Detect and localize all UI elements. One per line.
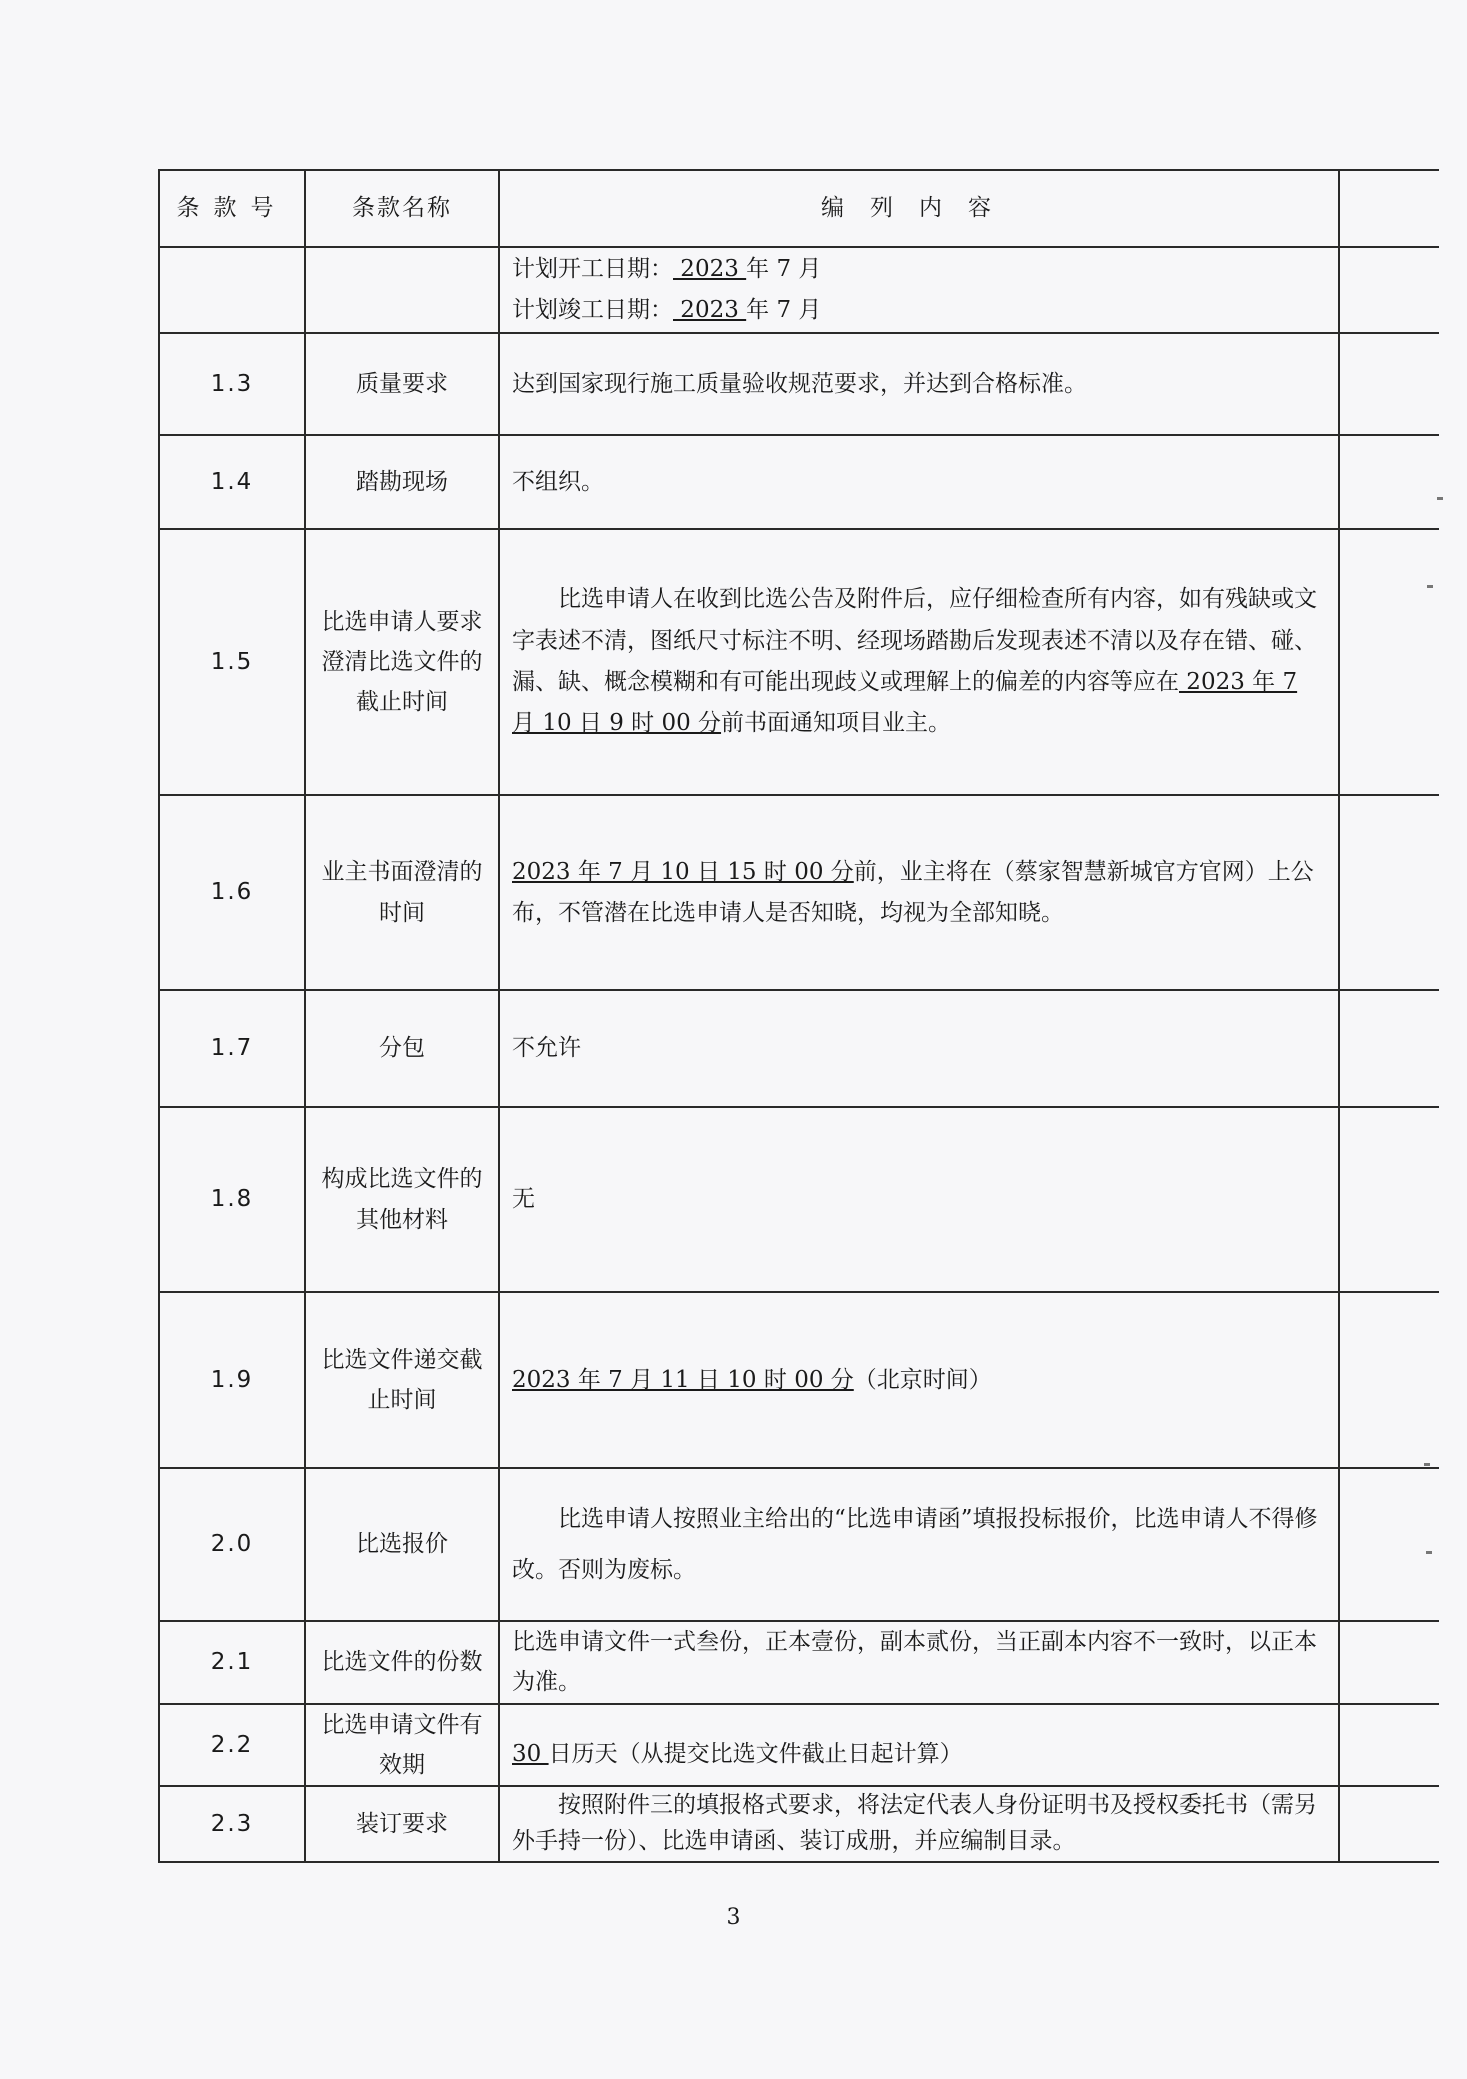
planned-end-year: 2023 <box>673 297 747 323</box>
clause-no <box>159 247 305 333</box>
scan-speck <box>1437 497 1443 500</box>
planned-start-month: 年 7 月 <box>746 255 822 282</box>
table-row <box>159 990 1439 1107</box>
table-row <box>159 1786 1439 1862</box>
clause-name: 比选文件递交截止时间 <box>305 1292 499 1468</box>
clause-no: 1.7 <box>159 990 305 1107</box>
clause-no: 2.2 <box>159 1704 305 1787</box>
clause-content <box>499 247 1339 333</box>
clause-text-end: 前书面通知项目业主。 <box>721 710 952 737</box>
table-row <box>159 1621 1439 1704</box>
clause-name: 踏勘现场 <box>305 435 499 529</box>
clause-text: （北京时间） <box>853 1366 992 1393</box>
table-header-row <box>159 170 1439 247</box>
table-row <box>159 529 1439 795</box>
table-row <box>159 333 1439 435</box>
clause-no: 1.8 <box>159 1107 305 1292</box>
planned-start-year: 2023 <box>673 255 747 282</box>
deadline-value: 2023 年 7 月 11 日 10 时 00 分 <box>512 1366 854 1393</box>
table-row <box>159 795 1439 990</box>
validity-days: 30 <box>512 1740 549 1767</box>
clause-name: 业主书面澄清的时间 <box>305 795 499 990</box>
clause-content <box>499 529 1339 795</box>
clause-content <box>499 1292 1339 1468</box>
planned-end-month: 年 7 月 <box>746 297 822 323</box>
planned-end-line <box>512 290 1326 331</box>
table-row <box>159 247 1439 333</box>
clause-content: 不允许 <box>499 990 1339 1107</box>
header-clause-name: 条款名称 <box>305 170 499 247</box>
planned-start-label: 计划开工日期： <box>512 255 673 282</box>
header-content: 编列内容 <box>499 170 1339 247</box>
header-extra-cell <box>1339 170 1439 247</box>
clause-no: 2.3 <box>159 1786 305 1862</box>
clause-no: 2.1 <box>159 1621 305 1704</box>
clause-text: 前，业主将在（蔡家智慧新城官方官网）上公布，不管潜在比选申请人是否知晓，均视为全部知晓。 <box>512 859 1314 926</box>
clause-no: 1.5 <box>159 529 305 795</box>
clause-content: 比选申请文件一式叁份，正本壹份，副本贰份，当正副本内容不一致时，以正本为准。 <box>499 1621 1339 1704</box>
clause-name: 装订要求 <box>305 1786 499 1862</box>
clause-name: 比选申请人要求澄清比选文件的截止时间 <box>305 529 499 795</box>
deadline-value: 2023 年 7 月 10 日 9 时 00 分 <box>512 669 1298 737</box>
page-number: 3 <box>726 1905 741 1930</box>
clause-name: 分包 <box>305 990 499 1107</box>
clause-content <box>499 795 1339 990</box>
table-row <box>159 1704 1439 1787</box>
clause-no: 2.0 <box>159 1468 305 1621</box>
planned-end-label: 计划竣工日期： <box>512 297 673 323</box>
clause-name: 比选报价 <box>305 1468 499 1621</box>
clause-content <box>499 1468 1339 1621</box>
table-row <box>159 1107 1439 1292</box>
clause-content: 无 <box>499 1107 1339 1292</box>
scan-speck <box>1424 1463 1430 1466</box>
table-row <box>159 1468 1439 1621</box>
table-row <box>159 435 1439 529</box>
deadline-value: 2023 年 7 月 10 日 15 时 00 分 <box>512 859 854 886</box>
clause-content: 不组织。 <box>499 435 1339 529</box>
table-row <box>159 1292 1439 1468</box>
clause-name: 构成比选文件的其他材料 <box>305 1107 499 1292</box>
header-clause-no: 条款号 <box>159 170 305 247</box>
clause-no: 1.9 <box>159 1292 305 1468</box>
clause-text: 日历天（从提交比选文件截止日起计算） <box>548 1740 963 1767</box>
clause-no: 1.3 <box>159 333 305 435</box>
terms-table <box>158 169 1439 1863</box>
clause-no: 1.4 <box>159 435 305 529</box>
clause-content: 达到国家现行施工质量验收规范要求，并达到合格标准。 <box>499 333 1339 435</box>
clause-text: 按照附件三的填报格式要求，将法定代表人身份证明书及授权委托书（需另外手持一份）、比选申请函、装订成册，并应编制目录。 <box>512 1792 1317 1854</box>
clause-name: 比选申请文件有效期 <box>305 1704 499 1787</box>
planned-start-line <box>512 249 1326 290</box>
clause-name: 质量要求 <box>305 333 499 435</box>
clause-name <box>305 247 499 333</box>
clause-content <box>499 1786 1339 1862</box>
clause-text: 比选申请人在收到比选公告及附件后，应仔细检查所有内容，如有残缺或文字表述不清，图纸尺寸标注不明、经现场踏勘后发现表述不清以及存在错、碰、漏、缺、概念模糊和有可能出现歧义或理解上的偏差的内容等应在 <box>512 586 1317 695</box>
clause-no: 1.6 <box>159 795 305 990</box>
scan-speck <box>1427 585 1433 588</box>
clause-content <box>499 1704 1339 1787</box>
clause-text: 比选申请人按照业主给出的“比选申请函”填报投标报价，比选申请人不得修改。否则为废标。 <box>512 1505 1318 1583</box>
clause-name: 比选文件的份数 <box>305 1621 499 1704</box>
scan-speck <box>1426 1551 1432 1554</box>
